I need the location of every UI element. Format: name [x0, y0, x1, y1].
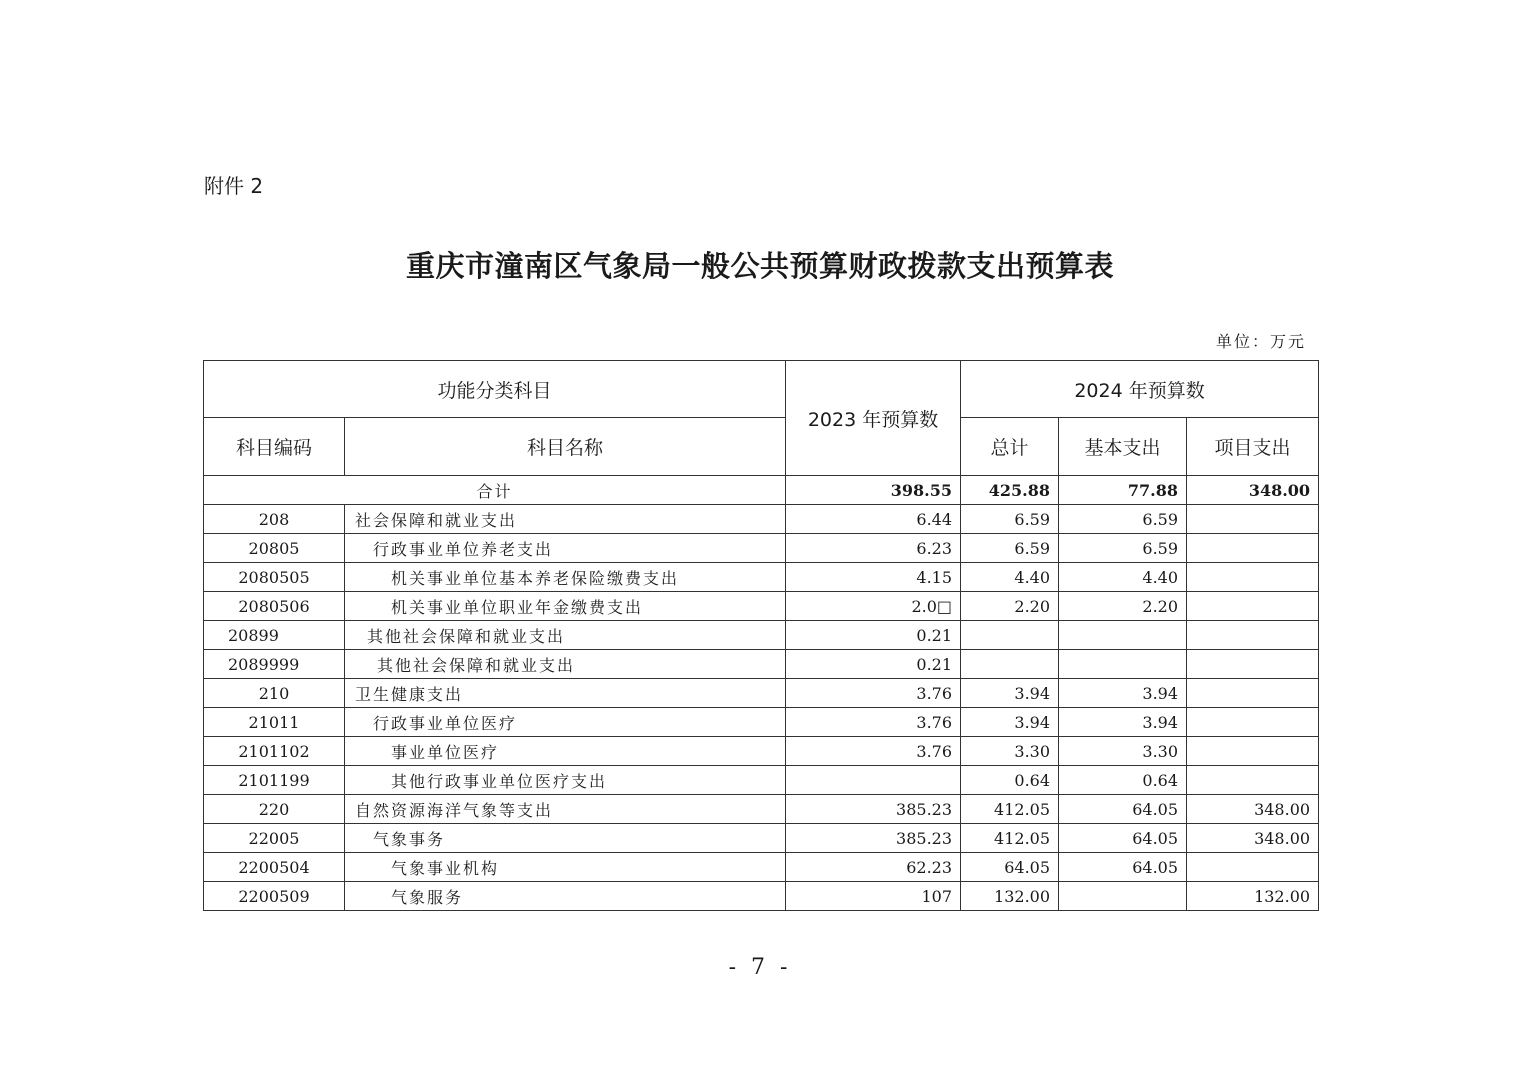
budget-total: 3.30: [961, 737, 1059, 766]
header-basic-expenditure: 基本支出: [1059, 418, 1187, 476]
subject-name: 机关事业单位基本养老保险缴费支出: [345, 563, 786, 592]
budget-basic: [1059, 882, 1187, 911]
budget-total: 2.20: [961, 592, 1059, 621]
attachment-label: 附件 2: [204, 174, 264, 198]
budget-project: [1187, 563, 1319, 592]
budget-project: [1187, 853, 1319, 882]
budget-basic: 6.59: [1059, 505, 1187, 534]
table-row: [204, 592, 1319, 621]
subject-code: 220: [204, 795, 345, 824]
budget-2023: 0.21: [786, 621, 961, 650]
budget-2023: [786, 766, 961, 795]
table-row: [204, 795, 1319, 824]
table-row: [204, 534, 1319, 563]
subject-name: 气象服务: [345, 882, 786, 911]
subject-name: 事业单位医疗: [345, 737, 786, 766]
subject-name: 其他社会保障和就业支出: [345, 650, 786, 679]
unit-label: 单位：万元: [1215, 332, 1306, 351]
budget-total: [961, 650, 1059, 679]
budget-project: [1187, 505, 1319, 534]
table-row: [204, 766, 1319, 795]
table-row: [204, 737, 1319, 766]
budget-2023: 385.23: [786, 824, 961, 853]
budget-basic: 64.05: [1059, 795, 1187, 824]
budget-total: 0.64: [961, 766, 1059, 795]
header-total: 总计: [961, 418, 1059, 476]
subject-name: 卫生健康支出: [345, 679, 786, 708]
budget-2023: 385.23: [786, 795, 961, 824]
subject-name: 其他行政事业单位医疗支出: [345, 766, 786, 795]
page-number: - 7 -: [728, 955, 792, 980]
budget-basic: 6.59: [1059, 534, 1187, 563]
subject-name: 机关事业单位职业年金缴费支出: [345, 592, 786, 621]
budget-project: [1187, 534, 1319, 563]
budget-2023: 3.76: [786, 737, 961, 766]
subject-code: 20805: [204, 534, 345, 563]
subject-code: 208: [204, 505, 345, 534]
subject-name: 社会保障和就业支出: [345, 505, 786, 534]
table-row: [204, 563, 1319, 592]
total-row: [204, 476, 1319, 505]
total-total: 425.88: [961, 476, 1059, 505]
budget-basic: 64.05: [1059, 824, 1187, 853]
budget-basic: 0.64: [1059, 766, 1187, 795]
budget-total: 4.40: [961, 563, 1059, 592]
subject-code: 2080505: [204, 563, 345, 592]
subject-code: 210: [204, 679, 345, 708]
budget-total: 132.00: [961, 882, 1059, 911]
budget-2023: 3.76: [786, 679, 961, 708]
header-budget-2023: 2023 年预算数: [786, 361, 961, 476]
budget-2023: 0.21: [786, 650, 961, 679]
budget-project: [1187, 737, 1319, 766]
budget-total: 6.59: [961, 534, 1059, 563]
budget-basic: [1059, 650, 1187, 679]
budget-total: [961, 621, 1059, 650]
table-row: [204, 679, 1319, 708]
budget-2023: 6.44: [786, 505, 961, 534]
budget-2023: 62.23: [786, 853, 961, 882]
total-b2023: 398.55: [786, 476, 961, 505]
subject-name: 行政事业单位养老支出: [345, 534, 786, 563]
subject-name: 行政事业单位医疗: [345, 708, 786, 737]
budget-basic: 3.30: [1059, 737, 1187, 766]
header-subject-name: 科目名称: [345, 418, 786, 476]
budget-table: [203, 360, 1319, 911]
budget-project: [1187, 679, 1319, 708]
header-project-expenditure: 项目支出: [1187, 418, 1319, 476]
budget-project: [1187, 621, 1319, 650]
budget-total: 64.05: [961, 853, 1059, 882]
budget-project: [1187, 592, 1319, 621]
budget-total: 3.94: [961, 679, 1059, 708]
header-function-category: 功能分类科目: [204, 361, 786, 418]
budget-project: 132.00: [1187, 882, 1319, 911]
budget-2023: 3.76: [786, 708, 961, 737]
table-row: [204, 824, 1319, 853]
budget-basic: 64.05: [1059, 853, 1187, 882]
subject-code: 22005: [204, 824, 345, 853]
subject-code: 2080506: [204, 592, 345, 621]
subject-code: 2101102: [204, 737, 345, 766]
header-subject-code: 科目编码: [204, 418, 345, 476]
budget-project: [1187, 650, 1319, 679]
budget-basic: [1059, 621, 1187, 650]
budget-2023: 4.15: [786, 563, 961, 592]
table-row: [204, 505, 1319, 534]
subject-name: 气象事业机构: [345, 853, 786, 882]
budget-2023: 6.23: [786, 534, 961, 563]
total-label: 合计: [204, 476, 786, 505]
subject-name: 自然资源海洋气象等支出: [345, 795, 786, 824]
table-row: [204, 882, 1319, 911]
budget-project: [1187, 708, 1319, 737]
subject-name: 气象事务: [345, 824, 786, 853]
table-row: [204, 650, 1319, 679]
budget-basic: 3.94: [1059, 679, 1187, 708]
total-project: 348.00: [1187, 476, 1319, 505]
subject-name: 其他社会保障和就业支出: [345, 621, 786, 650]
budget-total: 6.59: [961, 505, 1059, 534]
subject-code: 2200504: [204, 853, 345, 882]
document-title: 重庆市潼南区气象局一般公共预算财政拨款支出预算表: [405, 249, 1114, 283]
total-basic: 77.88: [1059, 476, 1187, 505]
budget-project: 348.00: [1187, 795, 1319, 824]
budget-project: 348.00: [1187, 824, 1319, 853]
subject-code: 2200509: [204, 882, 345, 911]
header-budget-2024: 2024 年预算数: [961, 361, 1319, 418]
budget-basic: 2.20: [1059, 592, 1187, 621]
subject-code: 21011: [204, 708, 345, 737]
table-row: [204, 621, 1319, 650]
budget-basic: 3.94: [1059, 708, 1187, 737]
table-row: [204, 708, 1319, 737]
budget-2023: 2.0□: [786, 592, 961, 621]
budget-basic: 4.40: [1059, 563, 1187, 592]
budget-total: 412.05: [961, 824, 1059, 853]
subject-code: 2089999: [204, 650, 345, 679]
budget-total: 3.94: [961, 708, 1059, 737]
budget-project: [1187, 766, 1319, 795]
budget-total: 412.05: [961, 795, 1059, 824]
subject-code: 20899: [204, 621, 345, 650]
budget-2023: 107: [786, 882, 961, 911]
subject-code: 2101199: [204, 766, 345, 795]
table-row: [204, 853, 1319, 882]
